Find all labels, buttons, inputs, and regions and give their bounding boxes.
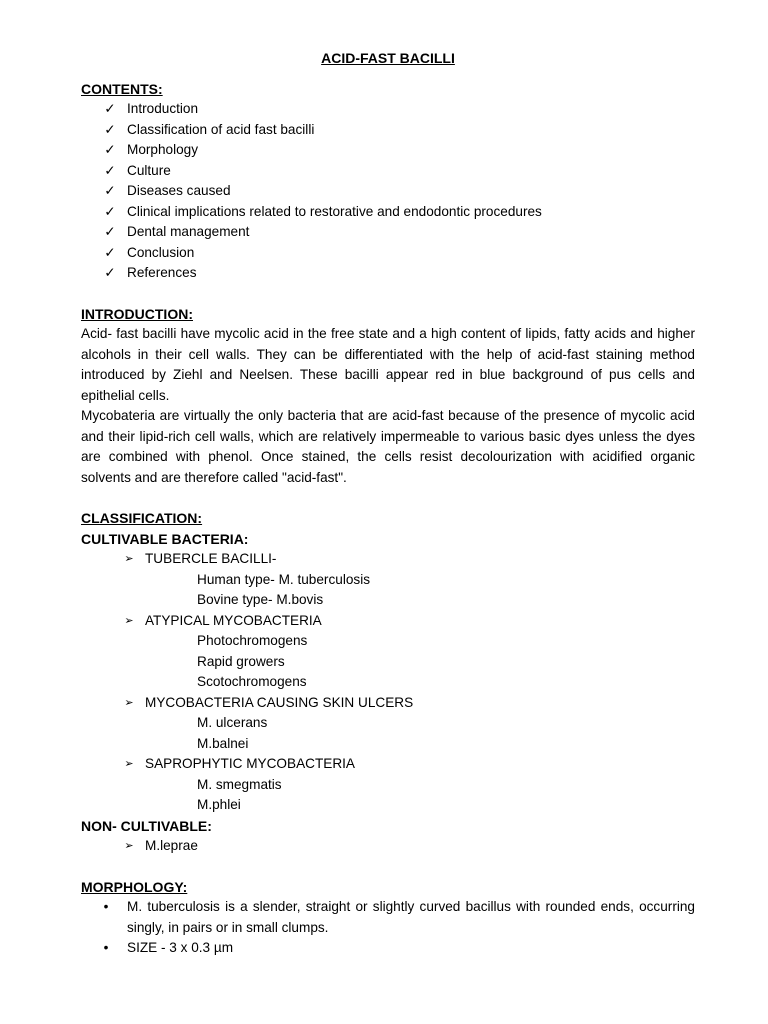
subtype-item: Rapid growers xyxy=(197,653,285,669)
morphology-item: • SIZE - 3 x 0.3 µm xyxy=(81,938,695,959)
introduction-paragraph: Mycobateria are virtually the only bacteria that are acid-fast because of the presence of mycolic acid and their lipid-rich cell walls, which are relatively impermeable to various basic dyes unless the dyes are combined with phenol. Once stained, the cells resist decolourization with acidified organic solvents and are therefore called "acid-fast". xyxy=(81,408,695,485)
group-label: M.leprae xyxy=(145,838,198,853)
subtype-item: M. ulcerans xyxy=(197,715,268,730)
subtype-item: M. smegmatis xyxy=(197,776,282,792)
contents-item: ✓ Culture xyxy=(81,161,695,182)
subtype-item: M.balnei xyxy=(197,735,249,751)
contents-item: ✓ Clinical implications related to restorative and endodontic procedures xyxy=(81,202,695,223)
checkmark-icon: ✓ xyxy=(104,142,116,157)
checkmark-icon: ✓ xyxy=(104,121,116,137)
subtype-item: M.phlei xyxy=(197,797,241,812)
cultivable-list xyxy=(81,549,695,816)
checkmark-icon: ✓ xyxy=(104,224,116,239)
contents-item: ✓ Diseases caused xyxy=(81,181,695,202)
document-body xyxy=(81,48,695,959)
contents-item: ✓ Classification of acid fast bacilli xyxy=(81,120,695,141)
group-label: TUBERCLE BACILLI- xyxy=(145,551,277,566)
subtype-item: Human type- M. tuberculosis xyxy=(197,571,371,587)
checkmark-icon: ✓ xyxy=(104,265,116,280)
non-cultivable-list xyxy=(81,836,695,857)
contents-item: ✓ Introduction xyxy=(81,99,695,120)
bullet-icon: • xyxy=(103,940,109,955)
contents-item: ✓ References xyxy=(81,263,695,284)
morphology-list xyxy=(81,897,695,959)
morphology-heading: MORPHOLOGY: xyxy=(81,878,188,895)
arrow-bullet-icon: ➢ xyxy=(124,840,134,852)
morphology-item: • M. tuberculosis is a slender, straight or slightly curved bacillus with rounded ends, occurring singly, in pairs or in small clumps. xyxy=(81,897,695,938)
arrow-bullet-icon: ➢ xyxy=(124,696,134,709)
group-label: SAPROPHYTIC MYCOBACTERIA xyxy=(145,756,355,771)
introduction-heading: INTRODUCTION: xyxy=(81,305,193,322)
arrow-bullet-icon: ➢ xyxy=(124,758,134,770)
checkmark-icon: ✓ xyxy=(104,162,116,178)
classification-group xyxy=(81,754,695,816)
classification-group xyxy=(81,693,695,755)
cultivable-heading: CULTIVABLE BACTERIA: xyxy=(81,530,249,547)
contents-item: ✓ Conclusion xyxy=(81,243,695,264)
checkmark-icon: ✓ xyxy=(104,244,116,260)
bullet-icon: • xyxy=(103,899,109,914)
checkmark-icon: ✓ xyxy=(104,183,116,198)
contents-item: ✓ Morphology xyxy=(81,140,695,161)
subtype-item: Scotochromogens xyxy=(197,674,307,689)
non-cultivable-heading: NON- CULTIVABLE: xyxy=(81,817,212,834)
contents-list xyxy=(81,99,695,284)
classification-group xyxy=(81,836,695,857)
arrow-bullet-icon: ➢ xyxy=(124,553,134,565)
subtype-item: Photochromogens xyxy=(197,633,308,648)
checkmark-icon: ✓ xyxy=(104,203,116,219)
group-label: MYCOBACTERIA CAUSING SKIN ULCERS xyxy=(145,694,414,710)
classification-group xyxy=(81,611,695,693)
group-label: ATYPICAL MYCOBACTERIA xyxy=(145,612,322,628)
subtype-item: Bovine type- M.bovis xyxy=(197,592,324,607)
contents-item: ✓ Dental management xyxy=(81,222,695,243)
classification-heading: CLASSIFICATION: xyxy=(81,510,203,526)
classification-group xyxy=(81,549,695,611)
document-title: ACID-FAST BACILLI xyxy=(321,50,455,66)
introduction-paragraph: Acid- fast bacilli have mycolic acid in the free state and a high content of lipids, fatty acids and higher alcohols in their cell walls. They can be differentiated with the help of acid-fast staining method introduced by Ziehl and Neelsen. These bacilli appear red in blue background of pus cells and epithelial cells. xyxy=(81,326,695,403)
contents-heading: CONTENTS: xyxy=(81,80,163,97)
checkmark-icon: ✓ xyxy=(104,101,116,116)
arrow-bullet-icon: ➢ xyxy=(124,614,134,627)
